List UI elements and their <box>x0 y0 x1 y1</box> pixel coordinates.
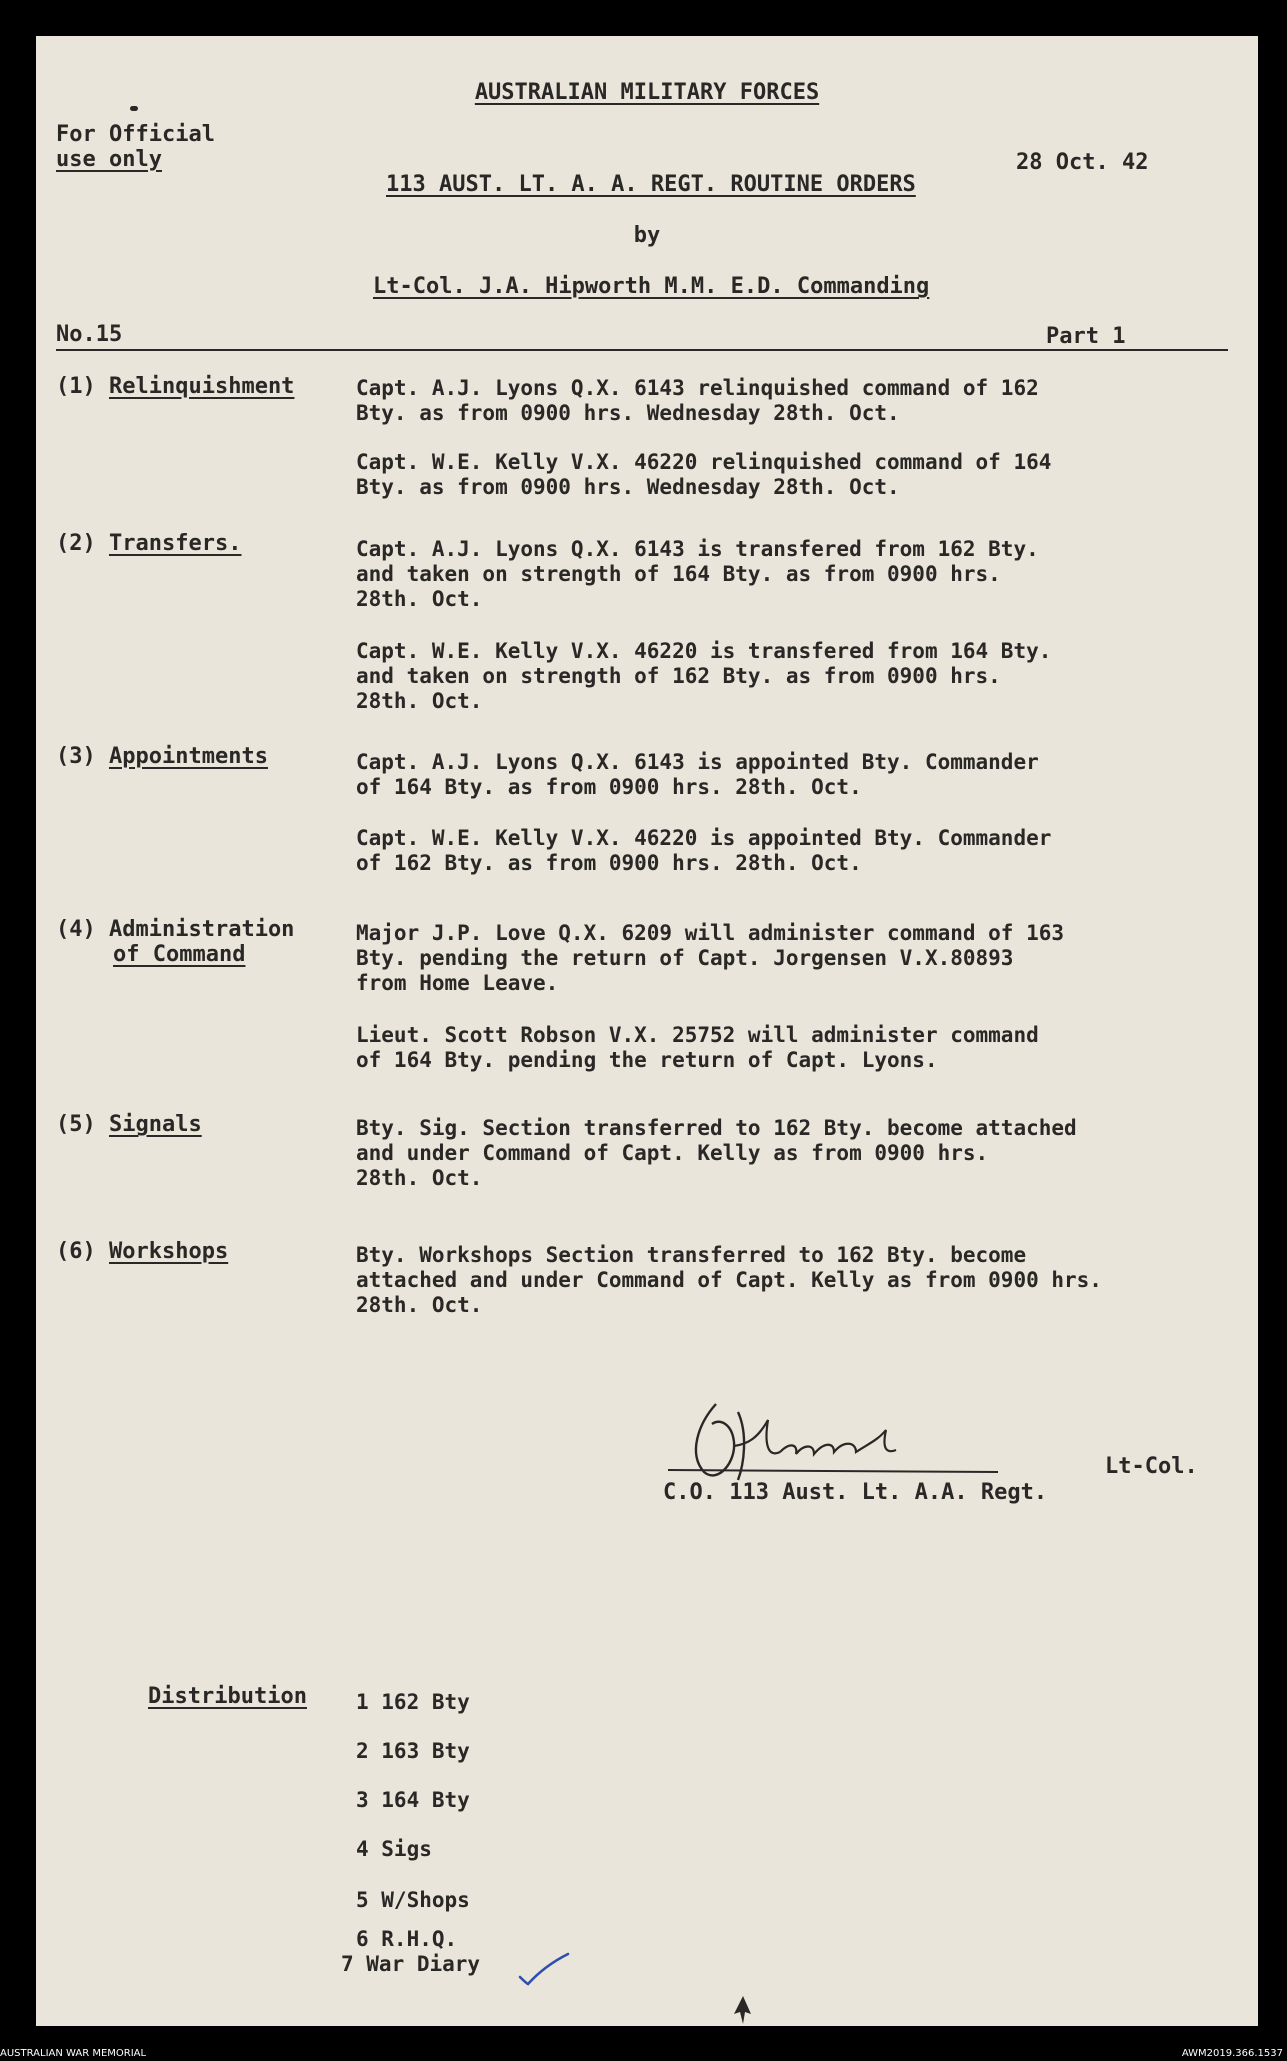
footer-reference: AWM2019.366.1537 <box>1181 2048 1283 2059</box>
text-line: attached and under Command of Capt. Kelly as from 0900 hrs. <box>356 1268 1102 1292</box>
text-line: 28th. Oct. <box>356 1166 483 1190</box>
distribution-entry: 2 163 Bty <box>356 1739 470 1763</box>
official-line-1: For Official <box>56 122 215 147</box>
footer-institution: AUSTRALIAN WAR MEMORIAL <box>0 2048 147 2059</box>
signature-unit: C.O. 113 Aust. Lt. A.A. Regt. <box>663 1480 1048 1505</box>
distribution-entry: 6 R.H.Q. <box>356 1927 458 1951</box>
ink-mark <box>731 1996 755 2024</box>
org-title: AUSTRALIAN MILITARY FORCES <box>474 80 820 105</box>
distribution-entry: 5 W/Shops <box>356 1888 470 1912</box>
item-1-label: Relinquishment <box>109 374 295 399</box>
text-line: Capt. W.E. Kelly V.X. 46220 is appointed Bty. Commander <box>356 826 1052 850</box>
distribution-label: Distribution <box>148 1684 307 1709</box>
item-3-para-2 <box>356 826 1051 876</box>
item-1-number: (1) <box>56 374 96 399</box>
text-line: Capt. A.J. Lyons Q.X. 6143 is transfered from 162 Bty. <box>356 537 1039 561</box>
text-line: Major J.P. Love Q.X. 6209 will administer command of 163 <box>356 921 1065 945</box>
item-1-heading <box>56 373 294 401</box>
distribution-entry: 7 War Diary <box>341 1952 481 1976</box>
text-line: Capt. A.J. Lyons Q.X. 6143 relinquished command of 162 <box>356 376 1039 400</box>
item-4-label: Administration <box>109 917 295 942</box>
orders-title: 113 AUST. LT. A. A. REGT. ROUTINE ORDERS <box>386 172 916 197</box>
official-line-2: use only <box>56 147 162 172</box>
text-line: of 164 Bty. as from 0900 hrs. 28th. Oct. <box>356 775 862 799</box>
item-3-label: Appointments <box>109 744 268 769</box>
item-5-label: Signals <box>109 1112 202 1137</box>
text-line: Capt. W.E. Kelly V.X. 46220 is transfered from 164 Bty. <box>356 639 1052 663</box>
check-mark-icon <box>516 1951 576 1987</box>
item-1-para-2 <box>356 450 1051 500</box>
item-5-para-1 <box>356 1116 1077 1191</box>
text-line: Lieut. Scott Robson V.X. 25752 will administer command <box>356 1023 1039 1047</box>
text-line: Bty. pending the return of Capt. Jorgensen V.X.80893 <box>356 946 1014 970</box>
text-line: of 162 Bty. as from 0900 hrs. 28th. Oct. <box>356 851 862 875</box>
item-6-label: Workshops <box>109 1239 229 1264</box>
text-line: from Home Leave. <box>356 971 559 995</box>
signature-rank: Lt-Col. <box>1105 1454 1198 1479</box>
text-line: Capt. W.E. Kelly V.X. 46220 relinquished command of 164 <box>356 450 1052 474</box>
text-line: and under Command of Capt. Kelly as from 0900 hrs. <box>356 1141 989 1165</box>
order-date: 28 Oct. 42 <box>1016 150 1149 175</box>
header-rule <box>56 349 1228 351</box>
distribution-entry: 1 162 Bty <box>356 1690 470 1714</box>
text-line: Capt. A.J. Lyons Q.X. 6143 is appointed Bty. Commander <box>356 750 1039 774</box>
text-line: 28th. Oct. <box>356 587 483 611</box>
item-3-para-1 <box>356 750 1039 800</box>
item-5-number: (5) <box>56 1112 96 1137</box>
text-line: 28th. Oct. <box>356 689 483 713</box>
item-4-number: (4) <box>56 917 96 942</box>
document-page <box>36 36 1258 2026</box>
item-4-heading <box>56 916 294 944</box>
item-6-para-1 <box>356 1243 1102 1318</box>
item-1-para-1 <box>356 376 1039 426</box>
text-line: and taken on strength of 164 Bty. as from 0900 hrs. <box>356 562 1001 586</box>
ink-mark <box>130 106 138 111</box>
item-2-number: (2) <box>56 531 96 556</box>
handwritten-signature <box>668 1384 1008 1494</box>
item-4-para-2 <box>356 1023 1039 1073</box>
by-line: by <box>633 223 661 248</box>
item-6-heading <box>56 1238 228 1266</box>
item-3-heading <box>56 743 268 771</box>
distribution-entry: 3 164 Bty <box>356 1788 470 1812</box>
text-line: Bty. Workshops Section transferred to 162 Bty. become <box>356 1243 1027 1267</box>
item-2-heading <box>56 530 241 558</box>
item-3-number: (3) <box>56 744 96 769</box>
order-number: No.15 <box>56 322 123 347</box>
item-6-number: (6) <box>56 1239 96 1264</box>
item-2-para-1 <box>356 537 1039 612</box>
item-2-para-2 <box>356 639 1051 714</box>
text-line: Bty. Sig. Section transferred to 162 Bty. become attached <box>356 1116 1077 1140</box>
item-2-label: Transfers. <box>109 531 242 556</box>
item-5-heading <box>56 1111 202 1139</box>
item-4-para-1 <box>356 921 1064 996</box>
item-4-label-2: of Command <box>113 942 246 967</box>
distribution-entry: 4 Sigs <box>356 1837 432 1861</box>
text-line: Bty. as from 0900 hrs. Wednesday 28th. Oct. <box>356 401 900 425</box>
part-label: Part 1 <box>1046 324 1126 349</box>
commanding-line: Lt-Col. J.A. Hipworth M.M. E.D. Commanding <box>373 274 930 299</box>
text-line: and taken on strength of 162 Bty. as from 0900 hrs. <box>356 664 1001 688</box>
text-line: of 164 Bty. pending the return of Capt. Lyons. <box>356 1048 938 1072</box>
text-line: Bty. as from 0900 hrs. Wednesday 28th. Oct. <box>356 475 900 499</box>
text-line: 28th. Oct. <box>356 1293 483 1317</box>
